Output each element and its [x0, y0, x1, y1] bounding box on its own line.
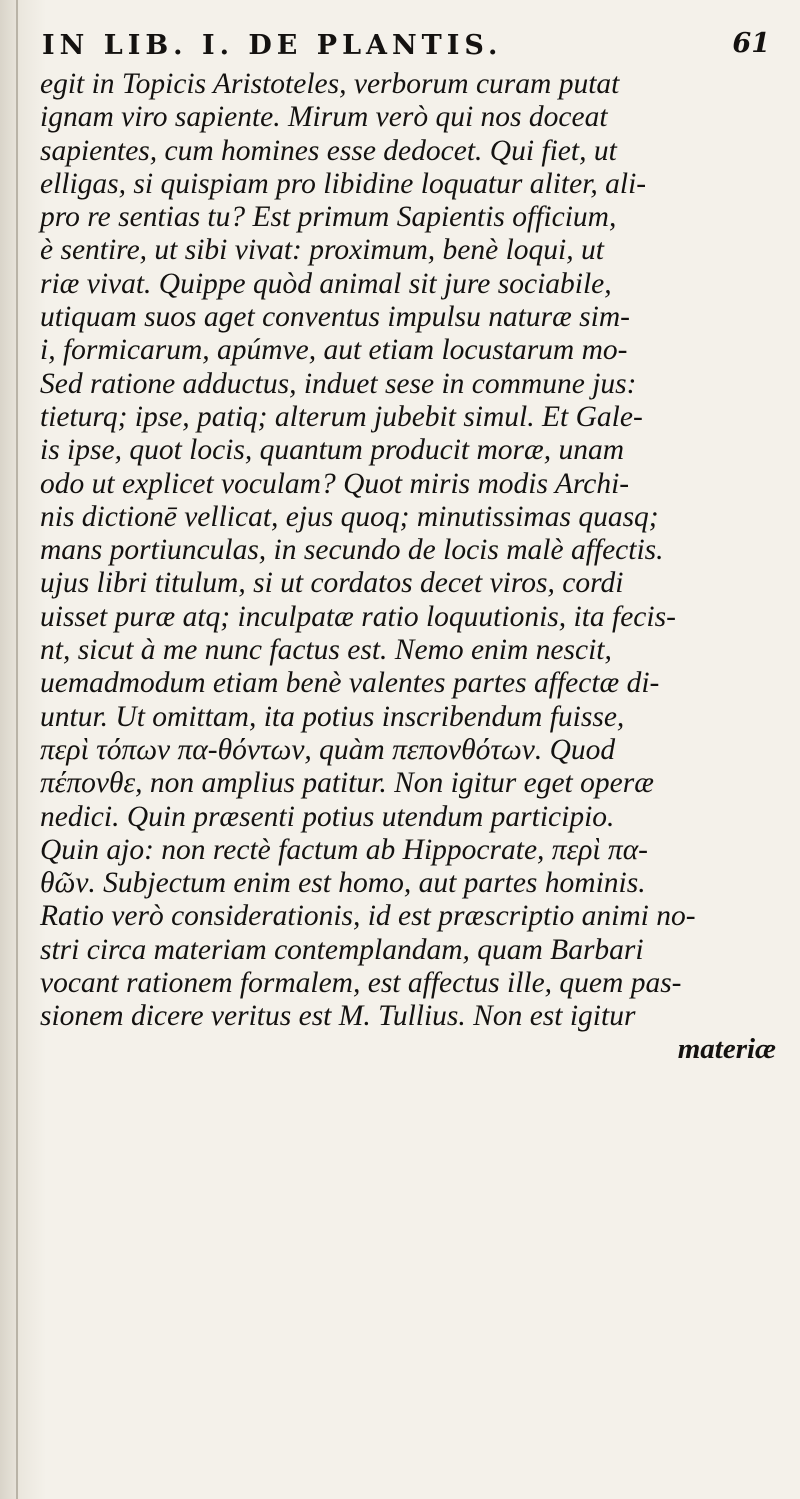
text-line: vocant rationem formalem, est affectus ille, quem pas-: [40, 967, 682, 1000]
text-line: sapientes, cum homines esse dedocet. Qui fiet, ut: [40, 134, 617, 167]
text-line: elligas, si quispiam pro libidine loquatur aliter, ali-: [40, 167, 647, 200]
text-line: Quin ajo: non rectè factum ab Hippocrate, περὶ πα-: [40, 833, 649, 866]
body-text: [36, 68, 784, 1034]
text-line: egit in Topicis Aristoteles, verborum curam putat: [40, 68, 620, 100]
text-line: uemadmodum etiam benè valentes partes affectæ di-: [40, 667, 660, 700]
text-line: ignam viro sapiente. Mirum verò qui nos doceat: [40, 101, 608, 134]
text-line: odo ut explicet voculam? Quot miris modis Archi-: [40, 467, 630, 500]
text-line: mans portiunculas, in secundo de locis malè affectis.: [40, 534, 664, 567]
text-line: nedici. Quin præsenti potius utendum participio.: [40, 800, 615, 833]
catchword: materiæ: [677, 1032, 776, 1065]
text-line: nt, sicut à me nunc factus est. Nemo enim nescit,: [40, 634, 612, 667]
running-head-title: IN LIB. I. DE PLANTIS.: [42, 30, 503, 61]
text-line: utiquam suos aget conventus impulsu naturæ sim-: [40, 301, 630, 334]
text-line: Ratio verò considerationis, id est præscriptio animi no-: [40, 900, 696, 933]
text-line: tieturq; ipse, patiq; alterum jubebit simul. Et Gale-: [40, 400, 643, 433]
text-line: περὶ τόπων πα-θόντων, quàm πεπονθότων. Quod: [40, 733, 616, 766]
text-line: uisset puræ atq; inculpatæ ratio loquutionis, ita fecis-: [40, 600, 676, 633]
text-line: pro re sentias tu? Est primum Sapientis officium,: [40, 201, 617, 234]
text-line: untur. Ut omittam, ita potius inscribendum fuisse,: [40, 700, 625, 733]
text-line: πέπονθε, non amplius patitur. Non igitur eget operæ: [40, 767, 654, 800]
text-line: sionem dicere veritus est M. Tullius. Non est igitur: [40, 1000, 636, 1033]
text-line: Sed ratione adductus, induet sese in commune jus:: [40, 367, 637, 400]
page-number: 61: [732, 28, 770, 59]
text-line: i, formicarum, apúmve, aut etiam locustarum mo-: [40, 334, 628, 367]
text-line: is ipse, quot locis, quantum producit moræ, unam: [40, 434, 624, 467]
text-line: ujus libri titulum, si ut cordatos decet viros, cordi: [40, 567, 624, 600]
text-line: nis dictionē vellicat, ejus quoq; minutissimas quasq;: [40, 500, 659, 533]
text-line: θῶν. Subjectum enim est homo, aut partes hominis.: [40, 867, 646, 900]
book-page: [36, 22, 784, 1066]
gutter-line: [16, 0, 18, 1499]
text-line: è sentire, ut sibi vivat: proximum, benè loqui, ut: [40, 234, 604, 267]
text-line: stri circa materiam contemplandam, quam Barbari: [40, 933, 644, 966]
running-head: [36, 22, 784, 66]
text-line: riæ vivat. Quippe quòd animal sit jure sociabile,: [40, 267, 612, 300]
